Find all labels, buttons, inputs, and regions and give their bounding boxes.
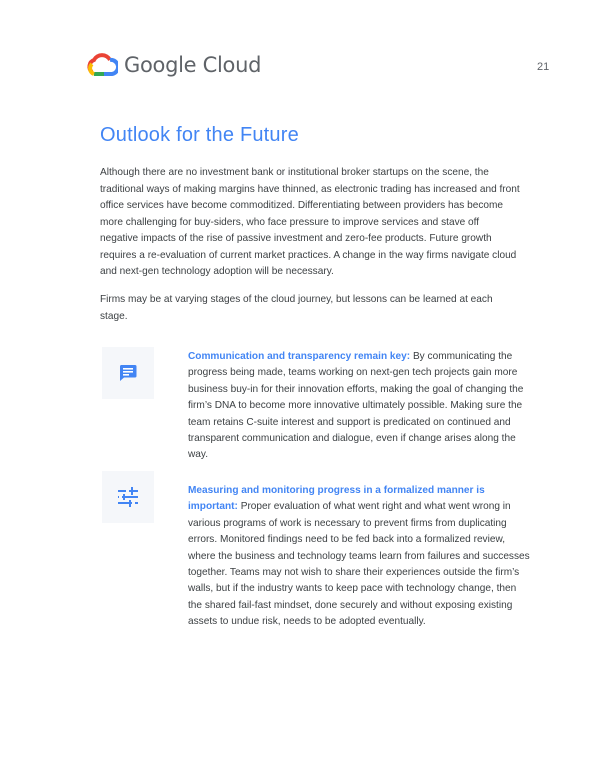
google-cloud-logo: [86, 52, 261, 78]
google-cloud-icon: [86, 52, 118, 78]
page-number: 21: [537, 61, 550, 73]
lesson-item-communication: [188, 349, 533, 464]
lesson-body: By communicating the progress being made, teams working on next-gen tech projects gain more business buy-in for their innovation efforts, making the goal of changing the firm’s DNA to become more innovative ultimately possible. Making sure the team retains C-suite interest and support is predicated on continued and transparent communication and dialogue, even if change arises along the way.: [188, 351, 524, 461]
lesson-body: Proper evaluation of what went right and what went wrong in various programs of work is necessary to prevent firms from duplicating errors. Monitored findings need to be fed back into a formalized review, where the business and technology teams learn from failures and successes together. Teams may not wish to share their experiences outside the firm’s walls, but if the industry wants to keep pace with technology change, then the shared fail-fast mindset, done securely and without exposing existing assets to undue risk, needs to be adopted eventually.: [188, 501, 530, 628]
chat-message-icon: [118, 363, 138, 383]
intro-paragraph: Although there are no investment bank or institutional broker startups on the scene, the traditional ways of making margins have thinned, as electronic trading has increased and front office services have become commoditized. Differentiating between providers has become more challenging for buy-siders, who face pressure to improve services and stave off negative impacts of the rise of passive investment and zero-fee products. Future growth requires a re-evaluation of current market practices. A change in the way firms navigate cloud and next-gen technology adoption will be necessary.: [100, 167, 520, 277]
lesson-item-measuring: [188, 483, 533, 631]
sliders-tune-icon: [117, 487, 139, 507]
lesson-lead: Measuring and monitoring progress in a formalized manner is important:: [188, 485, 485, 513]
logo-text: Google Cloud: [124, 53, 262, 77]
lessons-paragraph: Firms may be at varying stages of the cloud journey, but lessons can be learned at each stage.: [100, 294, 493, 322]
icon-box-measuring: [102, 471, 154, 523]
icon-box-communication: [102, 347, 154, 399]
lesson-lead: Communication and transparency remain key:: [188, 351, 411, 362]
section-title: Outlook for the Future: [100, 124, 299, 146]
